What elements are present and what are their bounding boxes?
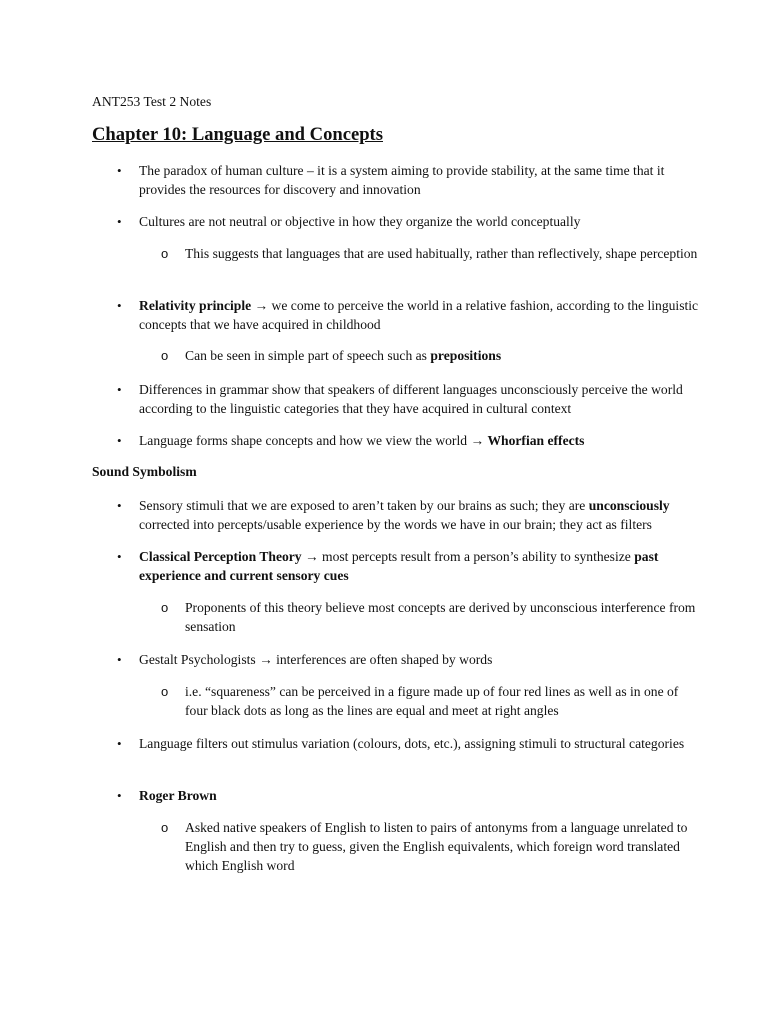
sub-bullet-marker: o bbox=[161, 246, 169, 261]
chapter-title: Chapter 10: Language and Concepts bbox=[92, 124, 383, 145]
item-text: Asked native speakers of English to listen to pairs of antonyms from a language unrelated to English and then try to guess, given the English equivalents, which foreign word translated which English word bbox=[185, 820, 688, 873]
list-item bbox=[117, 496, 699, 534]
sub-bullet-marker: o bbox=[161, 348, 169, 363]
bullet-marker: • bbox=[117, 549, 122, 564]
sub-list-item bbox=[161, 818, 701, 875]
list-item bbox=[117, 547, 699, 585]
section-heading: Sound Symbolism bbox=[92, 464, 197, 479]
sub-bullet-marker: o bbox=[161, 684, 169, 699]
item-text: i.e. “squareness” can be perceived in a figure made up of four red lines as well as in one of four black dots as long as the lines are equal and meet at right angles bbox=[185, 684, 679, 718]
item-text: Proponents of this theory believe most concepts are derived by unconscious interference from sensation bbox=[185, 600, 696, 634]
bullet-marker: • bbox=[117, 382, 122, 397]
sub-list-item bbox=[161, 346, 701, 365]
bullet-marker: • bbox=[117, 214, 122, 229]
arrow-icon: → bbox=[254, 298, 269, 313]
item-text: Sensory stimuli that we are exposed to aren’t taken by our brains as such; they are bbox=[139, 498, 589, 513]
list-item bbox=[117, 786, 699, 805]
term-whorfian-effects: Whorfian effects bbox=[487, 433, 585, 448]
list-item bbox=[117, 380, 699, 418]
bullet-marker: • bbox=[117, 498, 122, 513]
bullet-marker: • bbox=[117, 163, 122, 178]
item-text: Language forms shape concepts and how we view the world bbox=[139, 433, 471, 448]
item-text: Language filters out stimulus variation (colours, dots, etc.), assigning stimuli to structural categories bbox=[139, 736, 685, 751]
arrow-icon: → bbox=[259, 652, 273, 667]
arrow-icon: → bbox=[470, 433, 485, 448]
sub-bullet-marker: o bbox=[161, 600, 169, 615]
list-item bbox=[117, 161, 699, 199]
item-text: Cultures are not neutral or objective in how they organize the world conceptually bbox=[139, 214, 581, 229]
item-text: Can be seen in simple part of speech such as bbox=[185, 348, 431, 363]
bullet-marker: • bbox=[117, 298, 122, 313]
item-text: we come to perceive the world in a relative fashion, according to the linguistic concepts that we have acquired in childhood bbox=[139, 298, 699, 332]
term-classical-perception-theory: Classical Perception Theory bbox=[139, 549, 302, 564]
sub-list-item bbox=[161, 244, 701, 263]
item-text: Differences in grammar show that speakers of different languages unconsciously perceive the world according to the linguistic categories that they have acquired in cultural context bbox=[139, 382, 683, 416]
list-item bbox=[117, 734, 699, 753]
item-text: interferences are often shaped by words bbox=[272, 652, 493, 667]
list-item bbox=[117, 431, 699, 450]
item-text: corrected into percepts/usable experience by the words we have in our brain; they act as filters bbox=[139, 517, 652, 532]
term-roger-brown: Roger Brown bbox=[139, 788, 217, 803]
term-relativity-principle: Relativity principle bbox=[139, 298, 252, 313]
list-item bbox=[117, 212, 699, 231]
sub-bullet-marker: o bbox=[161, 820, 169, 835]
arrow-icon: → bbox=[305, 549, 319, 564]
bullet-marker: • bbox=[117, 652, 122, 667]
sub-list-item bbox=[161, 682, 701, 720]
term-unconsciously: unconsciously bbox=[588, 498, 670, 513]
item-text: The paradox of human culture – it is a system aiming to provide stability, at the same time that it provides the resources for discovery and innovation bbox=[139, 163, 665, 197]
bullet-marker: • bbox=[117, 736, 122, 751]
item-text: most percepts result from a person’s ability to synthesize bbox=[318, 549, 635, 564]
bullet-marker: • bbox=[117, 788, 122, 803]
document-header: ANT253 Test 2 Notes bbox=[92, 94, 212, 109]
list-item bbox=[117, 296, 699, 334]
list-item bbox=[117, 650, 699, 669]
item-text: Gestalt Psychologists bbox=[139, 652, 260, 667]
bullet-marker: • bbox=[117, 433, 122, 448]
term-past-experience: past experience and current sensory cues bbox=[139, 549, 659, 583]
item-text: This suggests that languages that are used habitually, rather than reflectively, shape perception bbox=[185, 246, 698, 261]
term-prepositions: prepositions bbox=[430, 348, 502, 363]
sub-list-item bbox=[161, 598, 701, 636]
